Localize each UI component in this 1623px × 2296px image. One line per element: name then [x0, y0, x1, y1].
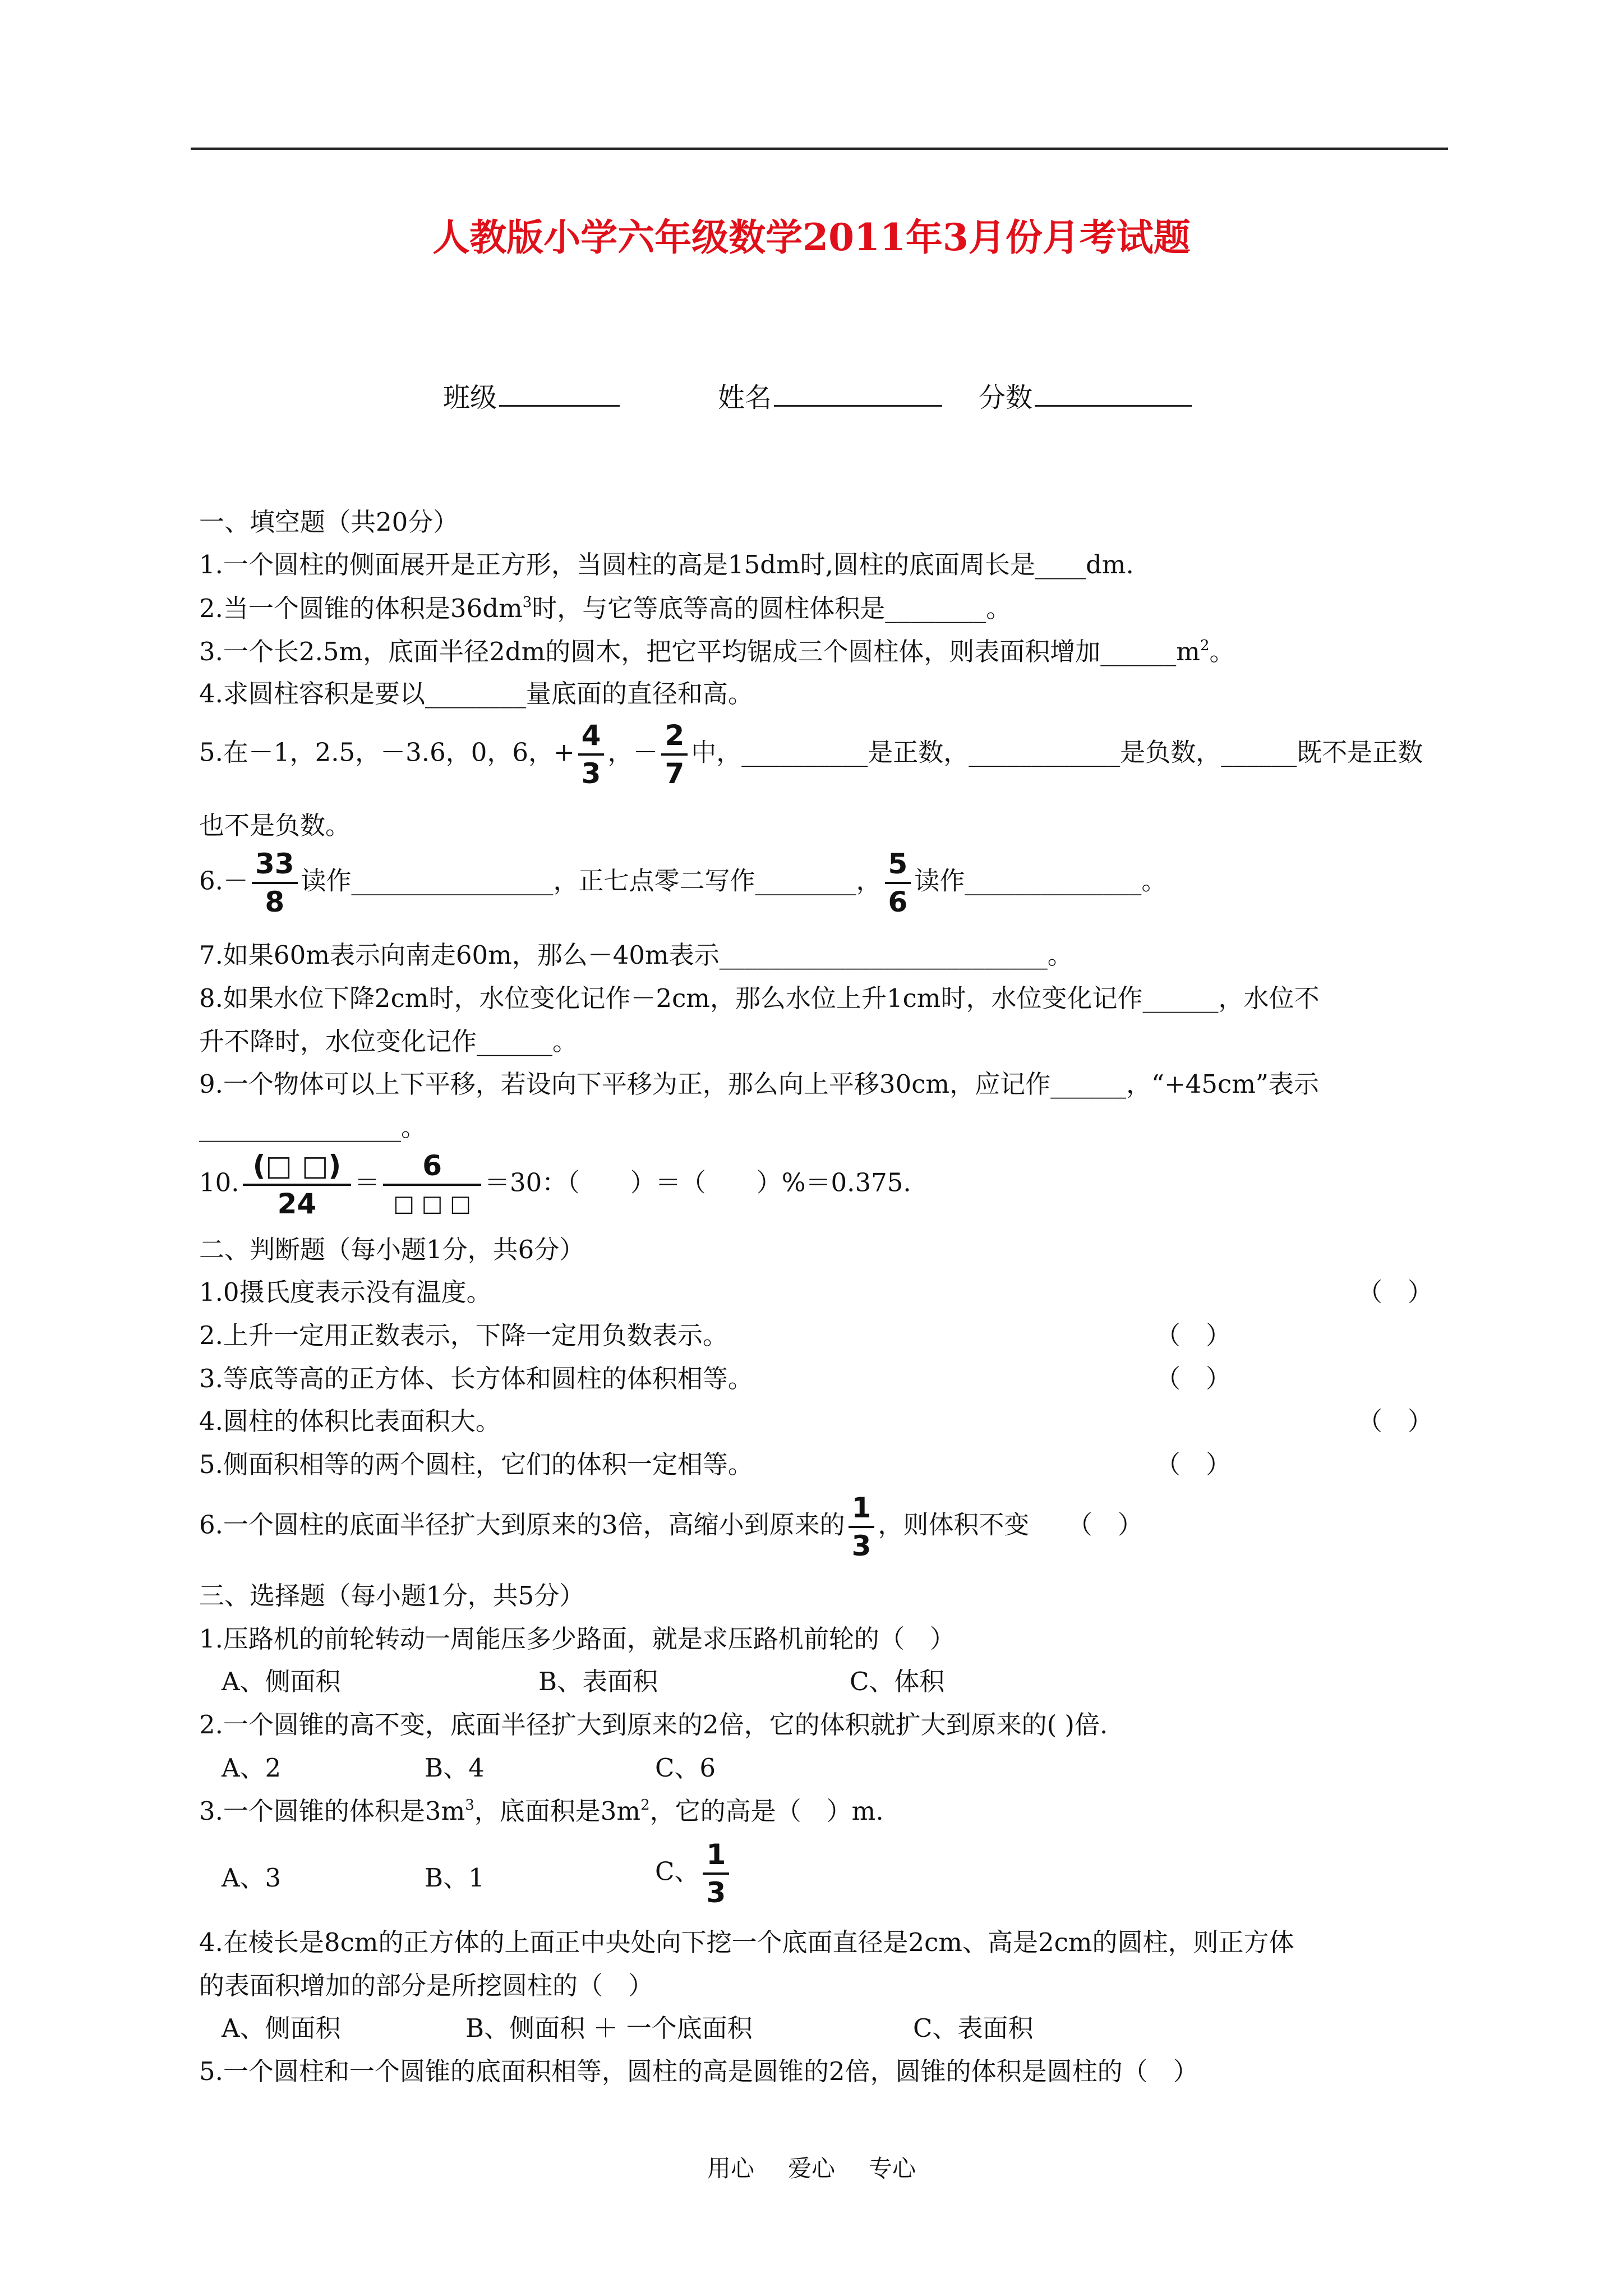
- s1-q3-sup: 2: [1200, 637, 1210, 654]
- s2-q4: 4.圆柱的体积比表面积大。: [199, 1406, 501, 1436]
- s1-q3: [199, 638, 1235, 664]
- s2-q6-text: 6.一个圆柱的底面半径扩大到原来的3倍，高缩小到原来的: [199, 1510, 845, 1540]
- header-rule: [191, 148, 1448, 150]
- s3-q3-option-b[interactable]: B、1: [425, 1863, 485, 1893]
- score-blank[interactable]: [1035, 381, 1192, 407]
- s3-q3-sup-2: 2: [640, 1797, 650, 1814]
- s3-q3-option-c-label: C、: [655, 1856, 700, 1887]
- s1-q4: 4.求圆柱容积是要以________量底面的直径和高。: [199, 679, 753, 708]
- s2-q1: 1.0摄氏度表示没有温度。: [199, 1277, 492, 1307]
- page-footer: [0, 2157, 1623, 2180]
- s1-q9: 9.一个物体可以上下平移，若设向下平移为正，那么向上平移30cm，应记作______，“+45cm”表示: [199, 1069, 1319, 1099]
- s1-q10-fraction-2: $\frac{6}{□ □ □}$: [383, 1150, 481, 1220]
- section1-heading: 一、填空题（共20分）: [199, 507, 459, 537]
- s3-q2: 2.一个圆锥的高不变，底面半径扩大到原来的2倍，它的体积就扩大到原来的( )倍.: [199, 1710, 1108, 1740]
- s1-q6-text: 6.－: [199, 866, 248, 896]
- class-field: [443, 381, 622, 411]
- score-label: 分数: [979, 382, 1033, 413]
- s2-q2-answer-paren[interactable]: （ ）: [1155, 1320, 1232, 1350]
- s1-q5-cont: 也不是负数。: [199, 811, 351, 840]
- s1-q5-text: 5.在－1，2.5，－3.6，0，6，+: [199, 737, 575, 767]
- s3-q1: 1.压路机的前轮转动一周能压多少路面，就是求压路机前轮的（ ）: [199, 1624, 955, 1654]
- s3-q1-option-c[interactable]: C、体积: [850, 1667, 945, 1696]
- s1-q5-fraction-2: $\frac{2}{7}$: [661, 720, 688, 789]
- s1-q8-cont: 升不降时，水位变化记作______。: [199, 1027, 578, 1056]
- s3-q5: 5.一个圆柱和一个圆锥的底面积相等，圆柱的高是圆锥的2倍，圆锥的体积是圆柱的（ ）: [199, 2056, 1198, 2086]
- s1-q3-text-end: 。: [1209, 637, 1235, 666]
- s2-q4-answer-paren[interactable]: （ ）: [1357, 1406, 1433, 1436]
- s2-q5: 5.侧面积相等的两个圆柱，它们的体积一定相等。: [199, 1450, 753, 1479]
- s2-q2: 2.上升一定用正数表示，下降一定用负数表示。: [199, 1320, 728, 1350]
- s1-q9-cont: ________________。: [199, 1112, 427, 1142]
- class-blank[interactable]: [499, 381, 620, 407]
- s2-q1-answer-paren[interactable]: （ ）: [1357, 1277, 1433, 1307]
- s1-q6-text-2: 读作________________，正七点零二写作________，: [301, 866, 882, 896]
- s3-q3-text: 3.一个圆锥的体积是3m: [199, 1796, 465, 1826]
- s3-q1-option-b[interactable]: B、表面积: [538, 1667, 658, 1696]
- footer-text-1: 用心: [707, 2155, 754, 2182]
- footer-text-2: 爱心: [787, 2155, 835, 2182]
- s3-q4-option-c[interactable]: C、表面积: [913, 2013, 1034, 2043]
- s1-q6-text-3: 读作______________。: [914, 866, 1167, 896]
- s2-q5-answer-paren[interactable]: （ ）: [1155, 1450, 1232, 1479]
- s3-q3-option-c[interactable]: [655, 1839, 732, 1908]
- s1-q1: 1.一个圆柱的侧面展开是正方形，当圆柱的高是15dm时,圆柱的底面周长是____dm.: [199, 550, 1134, 579]
- s3-q3-text-3: ，它的高是（ ）m.: [649, 1796, 884, 1826]
- s2-q6-fraction: $\frac{1}{3}$: [849, 1492, 875, 1562]
- s1-q3-text: 3.一个长2.5m，底面半径2dm的圆木，把它平均锯成三个圆柱体，则表面积增加______m: [199, 637, 1200, 666]
- s3-q4: 4.在棱长是8cm的正方体的上面正中央处向下挖一个底面直径是2cm、高是2cm的圆柱，则正方体: [199, 1927, 1294, 1957]
- footer-text-3: 专心: [869, 2155, 916, 2182]
- s1-q2: [199, 595, 1011, 621]
- name-blank[interactable]: [774, 381, 942, 407]
- s1-q6-fraction-2: $\frac{5}{6}$: [885, 848, 911, 918]
- s1-q6: [199, 848, 1166, 918]
- s2-q3-answer-paren[interactable]: （ ）: [1155, 1364, 1232, 1393]
- s1-q5-text-2: ，－: [607, 737, 658, 767]
- class-label: 班级: [443, 382, 497, 413]
- s1-q10: [199, 1150, 911, 1220]
- s1-q2-text-end: 时，与它等底等高的圆柱体积是________。: [532, 593, 1012, 623]
- s1-q5-text-3: 中，__________是正数，____________是负数，______既不是正数: [691, 737, 1423, 767]
- page-title: 人教版小学六年级数学2011年3月份月考试题: [432, 215, 1191, 259]
- name-field: [718, 381, 944, 411]
- s1-q2-sup: 3: [522, 594, 532, 611]
- s1-q10-text-2: ＝: [354, 1167, 380, 1198]
- s3-q2-option-b[interactable]: B、4: [425, 1753, 485, 1783]
- s2-q3: 3.等底等高的正方体、长方体和圆柱的体积相等。: [199, 1364, 753, 1393]
- s3-q3-sup-1: 3: [465, 1797, 474, 1814]
- s1-q6-fraction-1: $\frac{33}{8}$: [252, 848, 298, 918]
- s1-q7: 7.如果60m表示向南走60m，那么－40m表示__________________________。: [199, 940, 1073, 970]
- s3-q2-option-a[interactable]: A、2: [222, 1753, 282, 1783]
- s3-q2-option-c[interactable]: C、6: [655, 1753, 716, 1783]
- s3-q4-option-b[interactable]: B、侧面积 ＋ 一个底面积: [465, 2013, 753, 2043]
- s1-q2-text: 2.当一个圆锥的体积是36dm: [199, 593, 523, 623]
- s1-q10-text: 10.: [199, 1167, 239, 1198]
- s3-q3-option-c-fraction: $\frac{1}{3}$: [703, 1839, 729, 1908]
- s1-q8: 8.如果水位下降2cm时，水位变化记作－2cm，那么水位上升1cm时，水位变化记作______，水位不: [199, 983, 1320, 1013]
- name-label: 姓名: [718, 382, 772, 413]
- s2-q6: [199, 1492, 1143, 1562]
- section2-heading: 二、判断题（每小题1分，共6分）: [199, 1235, 585, 1264]
- s1-q5: [199, 720, 1423, 789]
- s3-q3-text-2: ，底面积是3m: [474, 1796, 641, 1826]
- score-field: [979, 381, 1194, 411]
- s2-q6-text-2: ，则体积不变 （ ）: [878, 1510, 1143, 1540]
- s1-q5-fraction-1: $\frac{4}{3}$: [578, 720, 605, 789]
- s1-q10-text-3: ＝30：（ ）＝（ ）%＝0.375.: [485, 1167, 911, 1198]
- s3-q3: [199, 1798, 884, 1824]
- s3-q4-cont: 的表面积增加的部分是所挖圆柱的（ ）: [199, 1971, 654, 2000]
- s1-q10-fraction-1: $\frac{(□ □)}{24}$: [243, 1150, 352, 1220]
- section3-heading: 三、选择题（每小题1分，共5分）: [199, 1581, 585, 1611]
- s3-q1-option-a[interactable]: A、侧面积: [222, 1667, 341, 1696]
- s3-q3-option-a[interactable]: A、3: [222, 1863, 282, 1893]
- s3-q4-option-a[interactable]: A、侧面积: [222, 2013, 341, 2043]
